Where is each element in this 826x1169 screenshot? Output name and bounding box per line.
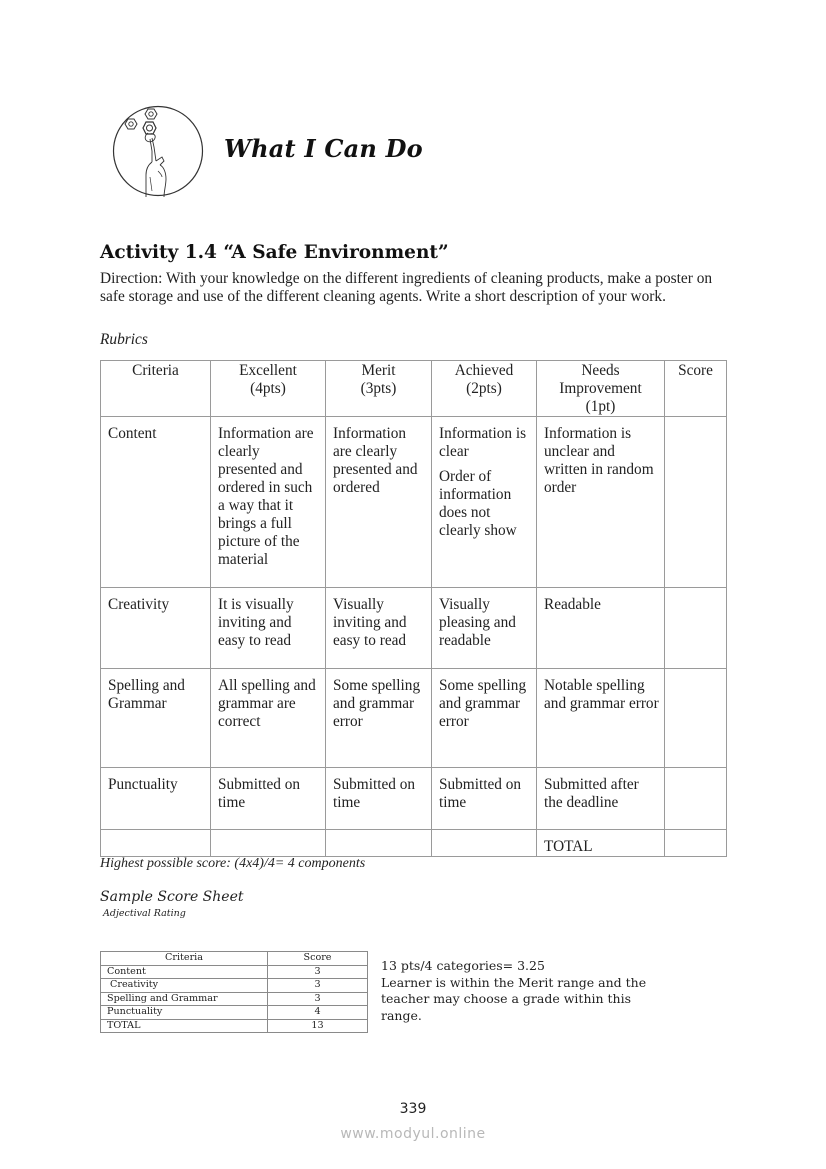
rubric-header-row <box>101 361 727 417</box>
score-interpretation: Learner is within the Merit range and the teacher may choose a grade within this range. <box>381 974 647 1023</box>
sample-total-row <box>101 1019 368 1033</box>
sample-score: 3 <box>268 979 368 993</box>
rubrics-label: Rubrics <box>100 331 148 348</box>
sample-score: 3 <box>268 992 368 1006</box>
cell-score[interactable] <box>665 417 727 588</box>
row-criteria: Spelling and Grammar <box>101 669 211 768</box>
cell-score[interactable] <box>665 768 727 830</box>
cell-needs-improvement: Submitted after the deadline <box>537 768 665 830</box>
cell-achieved: Submitted on time <box>432 768 537 830</box>
watermark: www.modyul.online <box>340 1126 486 1142</box>
cell-needs-improvement: Notable spelling and grammar error <box>537 669 665 768</box>
section-title: What I Can Do <box>224 134 423 163</box>
cell-excellent: Submitted on time <box>211 768 326 830</box>
score-calculation: 13 pts/4 categories= 3.25 <box>381 958 545 973</box>
cell-score[interactable] <box>665 669 727 768</box>
sample-score: 4 <box>268 1006 368 1020</box>
cell-merit: Visually inviting and easy to read <box>326 588 432 669</box>
sample-score: 13 <box>268 1019 368 1033</box>
sample-header-score: Score <box>268 952 368 966</box>
sample-row <box>101 979 368 993</box>
header-score: Score <box>665 361 727 417</box>
empty-cell <box>432 830 537 857</box>
highest-possible-score-note: Highest possible score: (4x4)/4= 4 components <box>100 856 366 871</box>
header-merit: Merit (3pts) <box>326 361 432 417</box>
sample-score: 3 <box>268 965 368 979</box>
cell-needs-improvement: Information is unclear and written in random order <box>537 417 665 588</box>
cell-achieved: Information is clear Order of information does not clearly show <box>432 417 537 588</box>
sample-row <box>101 1006 368 1020</box>
sample-row <box>101 965 368 979</box>
activity-direction: Direction: With your knowledge on the different ingredients of cleaning products, make a poster on safe storage and use of the different cleaning agents. Write a short description of your work. <box>100 270 713 305</box>
cell-merit: Some spelling and grammar error <box>326 669 432 768</box>
cell-achieved: Visually pleasing and readable <box>432 588 537 669</box>
activity-title: Activity 1.4 “A Safe Environment” <box>100 242 449 263</box>
sample-score-table <box>100 951 368 1033</box>
row-criteria: Content <box>101 417 211 588</box>
page-number: 339 <box>399 1101 427 1117</box>
cell-excellent: All spelling and grammar are correct <box>211 669 326 768</box>
sample-row <box>101 992 368 1006</box>
header-excellent: Excellent (4pts) <box>211 361 326 417</box>
table-row <box>101 669 727 768</box>
cell-excellent: It is visually inviting and easy to read <box>211 588 326 669</box>
sample-criteria: Content <box>101 965 268 979</box>
table-row <box>101 588 727 669</box>
cell-achieved: Some spelling and grammar error <box>432 669 537 768</box>
sample-score-sheet-subtitle: Adjectival Rating <box>103 908 186 919</box>
total-row <box>101 830 727 857</box>
sample-criteria: Creativity <box>101 979 268 993</box>
sample-criteria: Spelling and Grammar <box>101 992 268 1006</box>
rubric-table <box>100 360 727 857</box>
total-label: TOTAL <box>537 830 665 857</box>
header-needs-improvement: Needs Improvement (1pt) <box>537 361 665 417</box>
row-criteria: Punctuality <box>101 768 211 830</box>
cell-needs-improvement: Readable <box>537 588 665 669</box>
cell-merit: Submitted on time <box>326 768 432 830</box>
empty-cell <box>326 830 432 857</box>
sample-criteria: TOTAL <box>101 1019 268 1033</box>
row-criteria: Creativity <box>101 588 211 669</box>
empty-cell <box>211 830 326 857</box>
cell-score[interactable] <box>665 588 727 669</box>
sample-score-sheet-title: Sample Score Sheet <box>100 889 244 905</box>
total-score-cell[interactable] <box>665 830 727 857</box>
table-row <box>101 768 727 830</box>
cell-excellent: Information are clearly presented and ordered in such a way that it brings a full picture of the material <box>211 417 326 588</box>
table-row <box>101 417 727 588</box>
header-achieved: Achieved (2pts) <box>432 361 537 417</box>
sample-header-row <box>101 952 368 966</box>
empty-cell <box>101 830 211 857</box>
sample-criteria: Punctuality <box>101 1006 268 1020</box>
sample-header-criteria: Criteria <box>101 952 268 966</box>
score-explanation <box>381 958 671 1024</box>
header-criteria: Criteria <box>101 361 211 417</box>
cell-merit: Information are clearly presented and ordered <box>326 417 432 588</box>
hand-with-nuts-icon <box>112 105 204 197</box>
